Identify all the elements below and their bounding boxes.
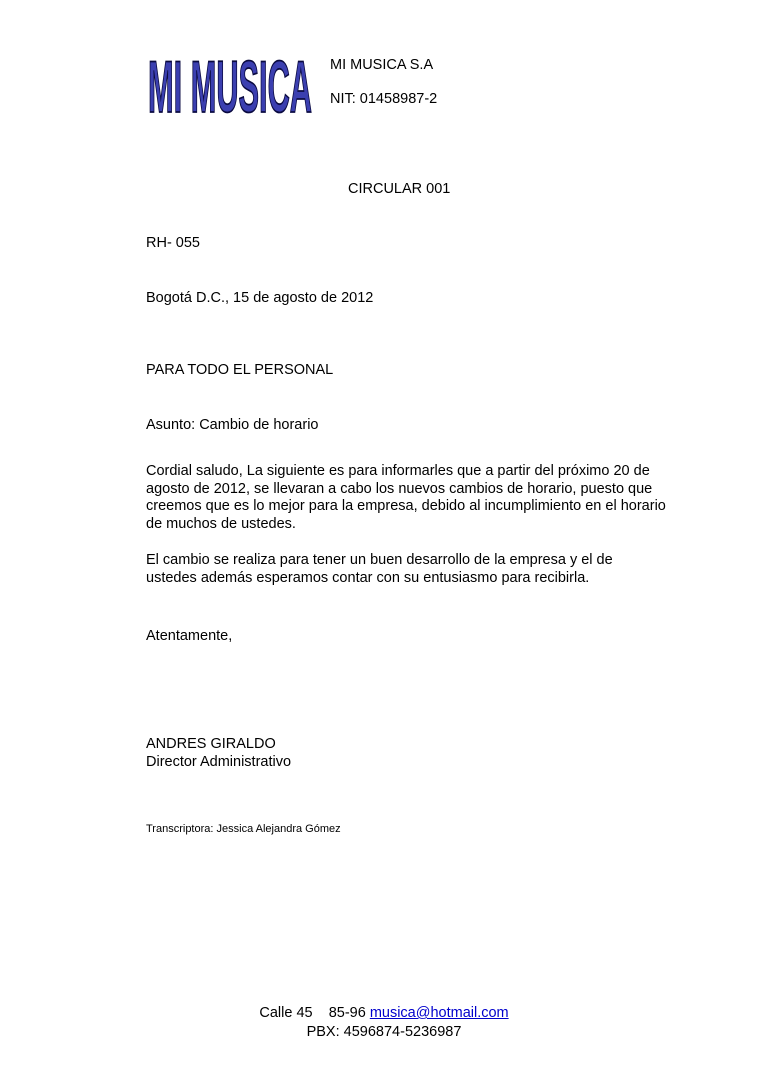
reference-code: RH- 055	[146, 235, 200, 251]
subject: Asunto: Cambio de horario	[146, 417, 319, 433]
company-logo	[146, 40, 316, 122]
footer-address-line	[0, 1005, 768, 1021]
closing: Atentamente,	[146, 628, 233, 644]
company-name: MI MUSICA S.A	[330, 57, 434, 73]
transcriber: Transcriptora: Jessica Alejandra Gómez	[146, 823, 341, 835]
circular-title: CIRCULAR 001	[348, 181, 451, 197]
logo-text: MI MUSICA	[148, 47, 312, 122]
footer-phone: PBX: 4596874-5236987	[306, 1024, 462, 1040]
body-paragraph-1: Cordial saludo, La siguiente es para informarles que a partir del próximo 20 de agosto de 2012, se llevaran a cabo los nuevos cambios de horario, puesto que creemos que es lo mejor para la empresa, debido al incumplimiento en el horario de muchos de ustedes.	[146, 463, 666, 532]
signer-title: Director Administrativo	[146, 754, 292, 770]
company-nit: NIT: 01458987-2	[330, 91, 438, 107]
recipient: PARA TODO EL PERSONAL	[146, 362, 334, 378]
body-paragraph-2: El cambio se realiza para tener un buen desarrollo de la empresa y el de ustedes además esperamos contar con su entusiasmo para recibirla.	[146, 552, 613, 586]
place-date: Bogotá D.C., 15 de agosto de 2012	[146, 290, 374, 306]
signer-name: ANDRES GIRALDO	[146, 736, 276, 752]
footer-email-link[interactable]: musica@hotmail.com	[369, 1005, 509, 1021]
footer-address: Calle 45 85-96	[259, 1005, 366, 1021]
